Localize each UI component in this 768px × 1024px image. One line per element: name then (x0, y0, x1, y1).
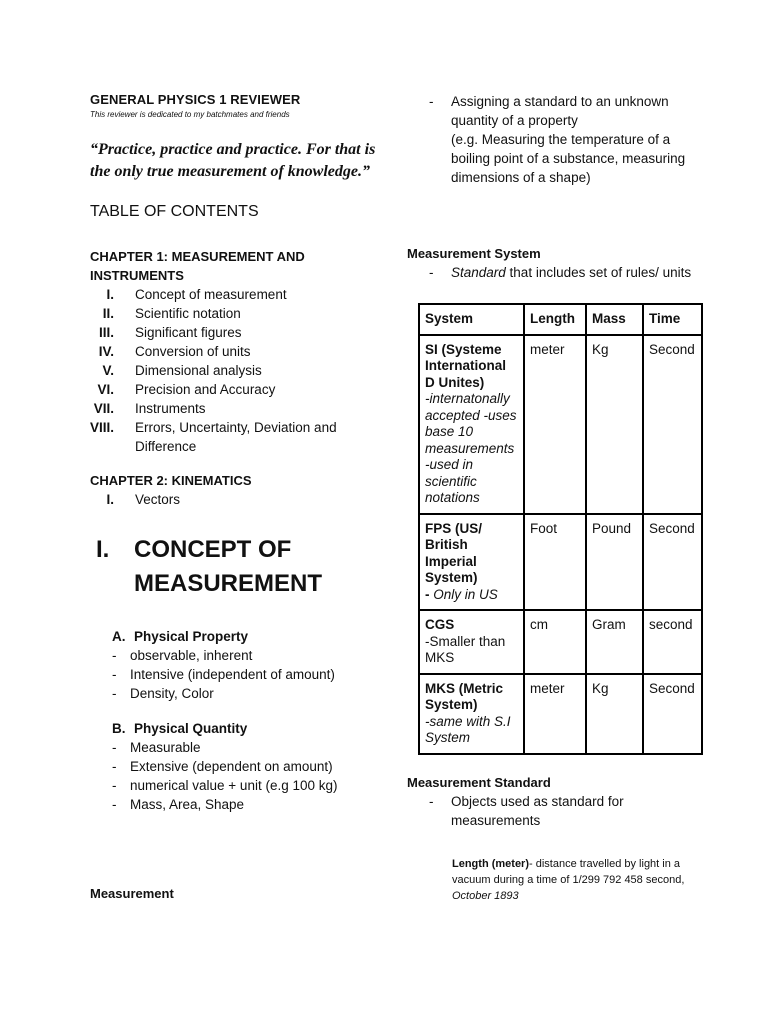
right-column (407, 92, 707, 904)
dash-bullet: - (112, 686, 117, 701)
toc-heading: TABLE OF CONTENTS (90, 203, 259, 220)
chapter-2-title: CHAPTER 2: KINEMATICS (90, 473, 252, 488)
toc-item-number: VII. (93, 401, 114, 416)
table-header-row (419, 304, 702, 335)
toc-item (90, 399, 380, 418)
left-column (90, 92, 380, 814)
toc-item (90, 361, 380, 380)
list-item-text: Density, Color (130, 686, 214, 701)
column-header: Length (524, 304, 586, 335)
toc-item-text: Instruments (135, 401, 206, 416)
note-dash: - (425, 586, 434, 602)
table-row (419, 335, 702, 514)
dash-bullet: - (112, 759, 117, 774)
length-cell: Foot (524, 514, 586, 611)
list-item-text: observable, inherent (130, 648, 253, 663)
length-cell: cm (524, 610, 586, 674)
system-cell (419, 335, 524, 514)
toc-item (90, 323, 380, 342)
measurement-definition-list (407, 92, 707, 187)
emphasis-text: Standard (451, 265, 506, 280)
definition-example: (e.g. Measuring the temperature of a boiling point of a substance, measuring dimensions of a shape) (451, 132, 686, 185)
subsection-letter: B. (112, 721, 126, 736)
toc-item-number: IV. (98, 344, 114, 359)
list-item (90, 776, 380, 795)
physical-property-heading (90, 627, 380, 646)
table-row (419, 674, 702, 754)
system-cell (419, 610, 524, 674)
list-item (407, 92, 707, 187)
note-text: Only in US (433, 586, 498, 602)
dash-bullet: - (112, 778, 117, 793)
list-item (90, 757, 380, 776)
list-item-text: Mass, Area, Shape (130, 797, 245, 812)
column-header: System (419, 304, 524, 335)
toc-item-number: VIII. (90, 420, 115, 435)
toc-item (90, 304, 380, 323)
toc-item (90, 285, 380, 304)
toc-item (90, 380, 380, 399)
toc-item-number: I. (106, 287, 114, 302)
time-cell: Second (643, 335, 702, 514)
chapter-1-title: CHAPTER 1: MEASUREMENT AND INSTRUMENTS (90, 249, 305, 283)
toc-item-text: Significant figures (135, 325, 242, 340)
mass-cell: Pound (586, 514, 643, 611)
table-row (419, 610, 702, 674)
physical-property-list (90, 646, 380, 703)
dash-bullet: - (112, 648, 117, 663)
dash-bullet: - (112, 740, 117, 755)
physical-quantity-heading (90, 719, 380, 738)
column-header: Time (643, 304, 702, 335)
list-item (90, 684, 380, 703)
measurement-system-table (418, 303, 703, 755)
list-item-text (451, 263, 707, 282)
measurement-system-heading: Measurement System (407, 246, 541, 261)
system-cell (419, 674, 524, 754)
length-definition-text: - distance travelled by light in a vacuum during a time of 1/299 792 458 second, (452, 857, 685, 886)
dash-bullet: - (429, 94, 434, 109)
system-name: FPS (US/ British Imperial System) (425, 520, 483, 585)
toc-item-number: V. (102, 363, 114, 378)
system-note: -same with S.I System (425, 713, 511, 745)
toc-item-text: Scientific notation (135, 306, 241, 321)
list-item (407, 263, 707, 282)
measurement-definition (451, 92, 707, 187)
measurement-heading: Measurement (90, 886, 174, 901)
list-item (90, 646, 380, 665)
document-title: GENERAL PHYSICS 1 REVIEWER (90, 92, 301, 107)
list-item (407, 792, 707, 830)
opening-quote: “Practice, practice and practice. For that is the only true measurement of knowledge.” (90, 141, 376, 180)
section-1-title: CONCEPT OF MEASUREMENT (134, 536, 323, 597)
mass-cell: Gram (586, 610, 643, 674)
column-header: Mass (586, 304, 643, 335)
list-item (90, 665, 380, 684)
list-item (90, 795, 380, 814)
list-item-text: Objects used as standard for measurements (451, 793, 624, 828)
dash-bullet: - (112, 667, 117, 682)
mass-cell: Kg (586, 674, 643, 754)
time-cell: Second (643, 674, 702, 754)
list-item-text: Measurable (130, 740, 201, 755)
dash-bullet: - (112, 797, 117, 812)
system-note (425, 587, 498, 602)
mass-cell: Kg (586, 335, 643, 514)
system-name: SI (Systeme International D Unites) (425, 341, 507, 390)
length-term: Length (meter) (452, 857, 529, 870)
table-row (419, 514, 702, 611)
list-item-text: Intensive (independent of amount) (130, 667, 335, 682)
toc-item-text: Concept of measurement (135, 287, 287, 302)
section-1-number: I. (96, 536, 110, 563)
system-note: -internatonally accepted -uses base 10 measurements -used in scientific notations (425, 391, 517, 505)
system-name: MKS (Metric System) (425, 680, 504, 712)
dash-bullet: - (429, 793, 434, 809)
toc-item (90, 418, 380, 456)
system-note: -Smaller than MKS (425, 633, 506, 665)
time-cell: Second (643, 514, 702, 611)
dedication-note: This reviewer is dedicated to my batchmates and friends (90, 110, 290, 119)
toc-item-number: I. (106, 492, 114, 507)
toc-item-text: Precision and Accuracy (135, 382, 276, 397)
toc-item (90, 342, 380, 361)
chapter-2-list (90, 490, 380, 509)
dash-bullet: - (429, 265, 434, 280)
time-cell: second (643, 610, 702, 674)
toc-item (90, 490, 380, 509)
toc-item-text: Vectors (135, 492, 181, 507)
toc-item-text: Dimensional analysis (135, 363, 262, 378)
measurement-system-list (407, 263, 707, 282)
length-definition (452, 856, 697, 904)
toc-item-text: Errors, Uncertainty, Deviation and Difference (135, 420, 337, 454)
toc-item-number: VI. (97, 382, 114, 397)
chapter-1-list (90, 285, 380, 456)
measurement-standard-heading: Measurement Standard (407, 774, 551, 790)
length-cell: meter (524, 335, 586, 514)
measurement-standard-list (407, 792, 707, 830)
length-date: October 1893 (452, 889, 519, 902)
toc-item-number: III. (98, 325, 114, 340)
system-cell (419, 514, 524, 611)
system-name: CGS (425, 617, 455, 632)
toc-item-number: II. (102, 306, 114, 321)
list-item (90, 738, 380, 757)
list-item-text: Extensive (dependent on amount) (130, 759, 333, 774)
physical-quantity-list (90, 738, 380, 814)
subsection-title: Physical Property (134, 629, 249, 644)
toc-item-text: Conversion of units (135, 344, 251, 359)
definition-text: Assigning a standard to an unknown quantity of a property (451, 94, 669, 128)
subsection-title: Physical Quantity (134, 721, 248, 736)
subsection-letter: A. (112, 629, 126, 644)
section-1-heading (90, 533, 380, 601)
list-item-text: numerical value + unit (e.g 100 kg) (130, 778, 338, 793)
length-cell: meter (524, 674, 586, 754)
list-item-rest: that includes set of rules/ units (505, 265, 692, 280)
